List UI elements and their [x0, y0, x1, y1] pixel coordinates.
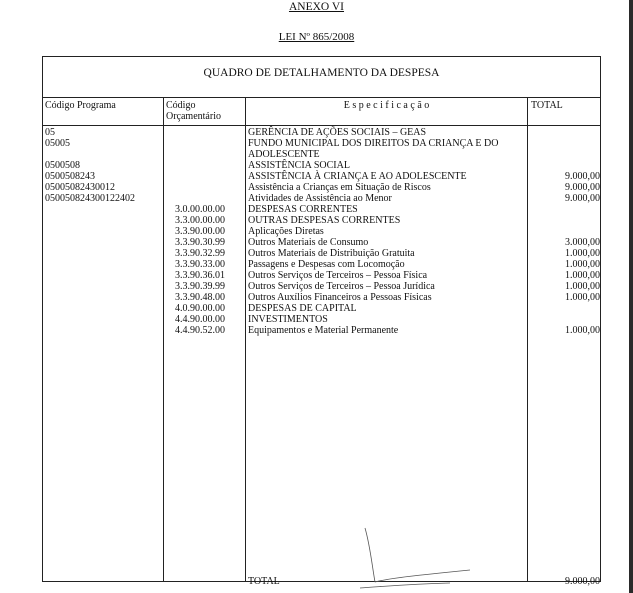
table-row [43, 270, 600, 281]
cell-codigo: 3.3.90.00.00 [175, 226, 225, 237]
table-row [43, 226, 600, 237]
cell-programa: 0500508 [45, 160, 80, 171]
table-row [43, 237, 600, 248]
footer-total-value: 9.000,00 [565, 576, 600, 587]
cell-especificacao: ASSISTÊNCIA À CRIANÇA E AO ADOLESCENTE [248, 171, 467, 182]
cell-programa: 0500508243 [45, 171, 95, 182]
table-title: QUADRO DE DETALHAMENTO DA DESPESA [203, 67, 440, 79]
handwritten-signature [330, 520, 480, 590]
cell-especificacao: Assistência a Crianças em Situação de Riscos [248, 182, 431, 193]
cell-codigo: 3.3.90.36.01 [175, 270, 225, 281]
cell-especificacao: FUNDO MUNICIPAL DOS DIREITOS DA CRIANÇA E DO [248, 138, 499, 149]
cell-total: 9.000,00 [565, 171, 600, 182]
table-row [43, 138, 600, 149]
table-row [43, 292, 600, 303]
cell-especificacao: INVESTIMENTOS [248, 314, 328, 325]
cell-especificacao: Outros Serviços de Terceiros – Pessoa Física [248, 270, 428, 281]
cell-especificacao: Passagens e Despesas com Locomoção [248, 259, 405, 270]
cell-total: 1.000,00 [565, 270, 600, 281]
cell-codigo: 4.4.90.00.00 [175, 314, 225, 325]
cell-especificacao: ASSISTÊNCIA SOCIAL [248, 160, 350, 171]
cell-total: 9.000,00 [565, 182, 600, 193]
table-row [43, 182, 600, 193]
header-codigo-line1: Código [166, 100, 196, 111]
cell-especificacao: GERÊNCIA DE AÇÕES SOCIAIS – GEAS [248, 127, 427, 138]
header-total: TOTAL [531, 100, 563, 111]
header-divider [43, 125, 600, 126]
table-row [43, 248, 600, 259]
cell-programa: 05005082430012 [45, 182, 115, 193]
table-row [43, 127, 600, 138]
cell-total: 1.000,00 [565, 259, 600, 270]
cell-codigo: 3.3.90.33.00 [175, 259, 225, 270]
table-row [43, 281, 600, 292]
table-row [43, 171, 600, 182]
table-row [43, 204, 600, 215]
cell-codigo: 4.4.90.52.00 [175, 325, 225, 336]
header-codigo-orcamentario [166, 100, 221, 122]
header-especificacao: E s p e c i f i c a ç ã o [343, 100, 430, 111]
cell-especificacao: Outros Auxílios Financeiros a Pessoas Físicas [248, 292, 432, 303]
cell-codigo: 3.3.90.32.99 [175, 248, 225, 259]
cell-especificacao: DESPESAS DE CAPITAL [248, 303, 357, 314]
cell-especificacao: Outros Materiais de Consumo [248, 237, 369, 248]
cell-total: 1.000,00 [565, 281, 600, 292]
table-row [43, 215, 600, 226]
table-row [43, 193, 600, 204]
cell-codigo: 3.3.90.30.99 [175, 237, 225, 248]
cell-codigo: 3.0.00.00.00 [175, 204, 225, 215]
cell-codigo: 3.3.90.39.99 [175, 281, 225, 292]
table-row [43, 325, 600, 336]
law-number: LEI Nº 865/2008 [278, 31, 355, 43]
cell-especificacao: DESPESAS CORRENTES [248, 204, 358, 215]
scan-edge [629, 0, 633, 593]
table-row [43, 314, 600, 325]
cell-codigo: 3.3.00.00.00 [175, 215, 225, 226]
table-row [43, 303, 600, 314]
header-programa: Código Programa [45, 100, 116, 111]
cell-programa: 05 [45, 127, 55, 138]
cell-especificacao: Atividades de Assistência ao Menor [248, 193, 392, 204]
cell-especificacao: Outros Materiais de Distribuição Gratuita [248, 248, 415, 259]
table-row [43, 259, 600, 270]
header-codigo-line2: Orçamentário [166, 111, 221, 122]
cell-total: 3.000,00 [565, 237, 600, 248]
annex-title: ANEXO VI [288, 1, 345, 13]
cell-programa: 05005 [45, 138, 70, 149]
table-row [43, 160, 600, 171]
cell-especificacao: ADOLESCENTE [248, 149, 320, 160]
cell-codigo: 3.3.90.48.00 [175, 292, 225, 303]
cell-especificacao: Aplicações Diretas [248, 226, 324, 237]
cell-especificacao: OUTRAS DESPESAS CORRENTES [248, 215, 401, 226]
expense-table [43, 97, 600, 587]
cell-especificacao: Outros Serviços de Terceiros – Pessoa Jurídica [248, 281, 435, 292]
table-row [43, 149, 600, 160]
cell-total: 1.000,00 [565, 248, 600, 259]
cell-total: 9.000,00 [565, 193, 600, 204]
cell-programa: 050050824300122402 [45, 193, 135, 204]
cell-especificacao: Equipamentos e Material Permanente [248, 325, 399, 336]
cell-total: 1.000,00 [565, 325, 600, 336]
footer-total-label: TOTAL [248, 576, 280, 587]
cell-codigo: 4.0.90.00.00 [175, 303, 225, 314]
cell-total: 1.000,00 [565, 292, 600, 303]
